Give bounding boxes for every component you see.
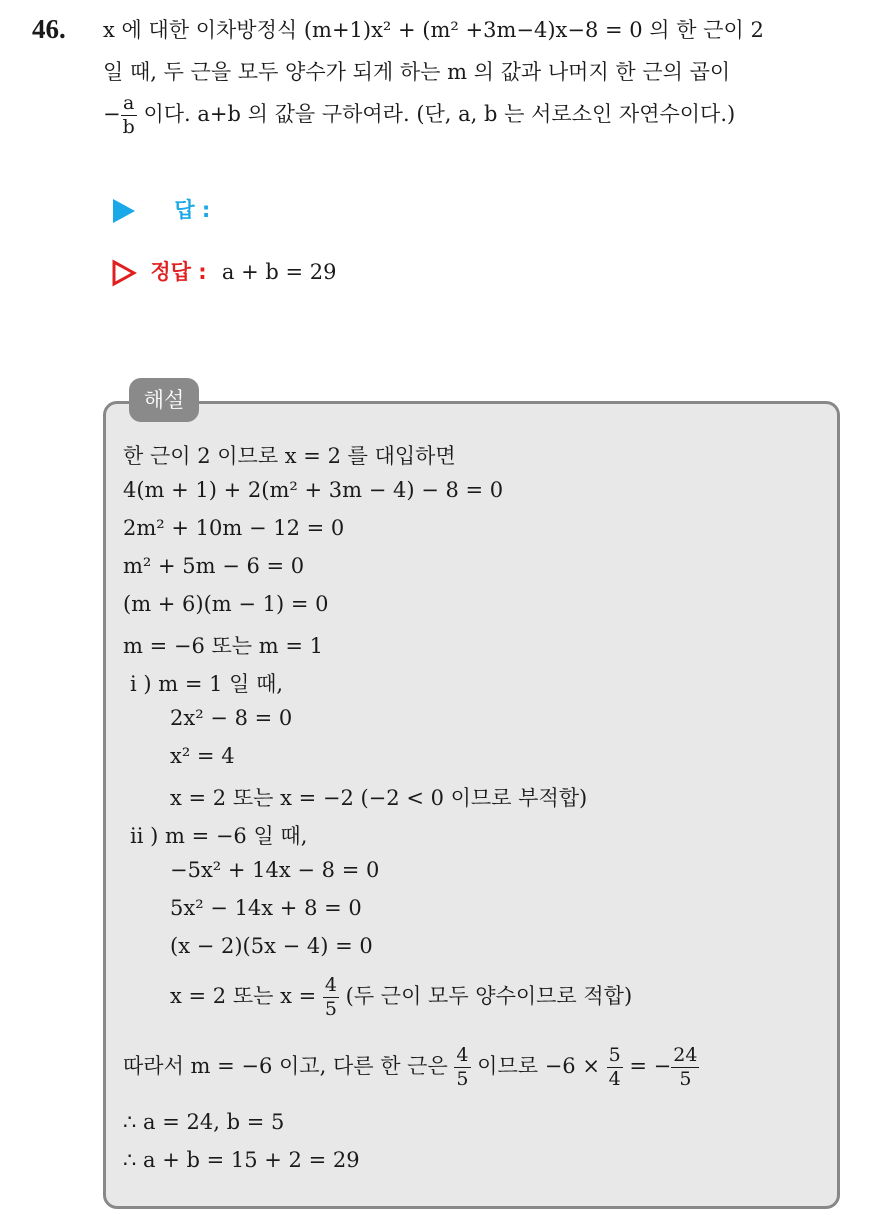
therefore-line-2: ∴ a + b = 15 + 2 = 29	[123, 1148, 360, 1172]
filled-play-triangle-icon	[111, 197, 137, 225]
fraction-a-over-b: $\frac{a}{b}$	[122, 92, 135, 138]
question-text-line-1: x 에 대한 이차방정식 (m+1)x² + (m² +3m−4)x−8 = 0 의 한 근이 2	[103, 18, 764, 42]
correct-answer-value: a + b = 29	[221, 260, 337, 284]
solution-line: 2m² + 10m − 12 = 0	[123, 516, 345, 540]
solution-line-with-fraction: x = 2 또는 x = $\frac{4}{5}$ (두 근이 모두 양수이므로 적합)	[170, 974, 633, 1020]
therefore-line-1: ∴ a = 24, b = 5	[123, 1110, 285, 1134]
fraction-4-over-5: $\frac{4}{5}$	[456, 1044, 469, 1090]
solution-case-2-heading: ii ) m = −6 일 때,	[130, 824, 308, 848]
solution-line: m² + 5m − 6 = 0	[123, 554, 305, 578]
answer-label: 답 :	[174, 198, 211, 222]
solution-line: m = −6 또는 m = 1	[123, 634, 323, 658]
question-text-line-3	[103, 94, 735, 137]
solution-line: (x − 2)(5x − 4) = 0	[170, 934, 373, 958]
correct-answer-row	[111, 256, 336, 287]
fraction-24-over-5: $\frac{24}{5}$	[673, 1044, 698, 1090]
solution-line: x = 2 또는 x = −2 (−2 < 0 이므로 부적합)	[170, 786, 588, 810]
solution-line: −5x² + 14x − 8 = 0	[170, 858, 380, 882]
question-text-line-2: 일 때, 두 근을 모두 양수가 되게 하는 m 의 값과 나머지 한 근의 곱이	[103, 60, 731, 84]
solution-line: 한 근이 2 이므로 x = 2 를 대입하면	[123, 444, 456, 468]
question-text-line-3-rest: 이다. a+b 의 값을 구하여라. (단, a, b 는 서로소인 자연수이다.)	[136, 102, 736, 126]
answer-row	[111, 194, 210, 225]
negative-sign: −	[103, 102, 121, 126]
solution-line: (m + 6)(m − 1) = 0	[123, 592, 329, 616]
fraction-5-over-4: $\frac{5}{4}$	[608, 1044, 621, 1090]
solution-case-1-heading: i ) m = 1 일 때,	[130, 672, 284, 696]
solution-line: 5x² − 14x + 8 = 0	[170, 896, 362, 920]
solution-final-line: 따라서 m = −6 이고, 다른 한 근은 $\frac{4}{5}$ 이므로 −6 × $\frac{5}{4}$ = − $\frac{24}{5}$	[123, 1044, 698, 1090]
question-number: 46.	[32, 14, 66, 44]
solution-line: x² = 4	[170, 744, 235, 768]
fraction-4-over-5: $\frac{4}{5}$	[324, 974, 337, 1020]
solution-line: 4(m + 1) + 2(m² + 3m − 4) − 8 = 0	[123, 478, 504, 502]
solution-tab-label: 해설	[129, 378, 199, 422]
correct-answer-label: 정답 :	[150, 260, 207, 284]
outline-play-triangle-icon	[111, 259, 137, 287]
solution-line: 2x² − 8 = 0	[170, 706, 293, 730]
